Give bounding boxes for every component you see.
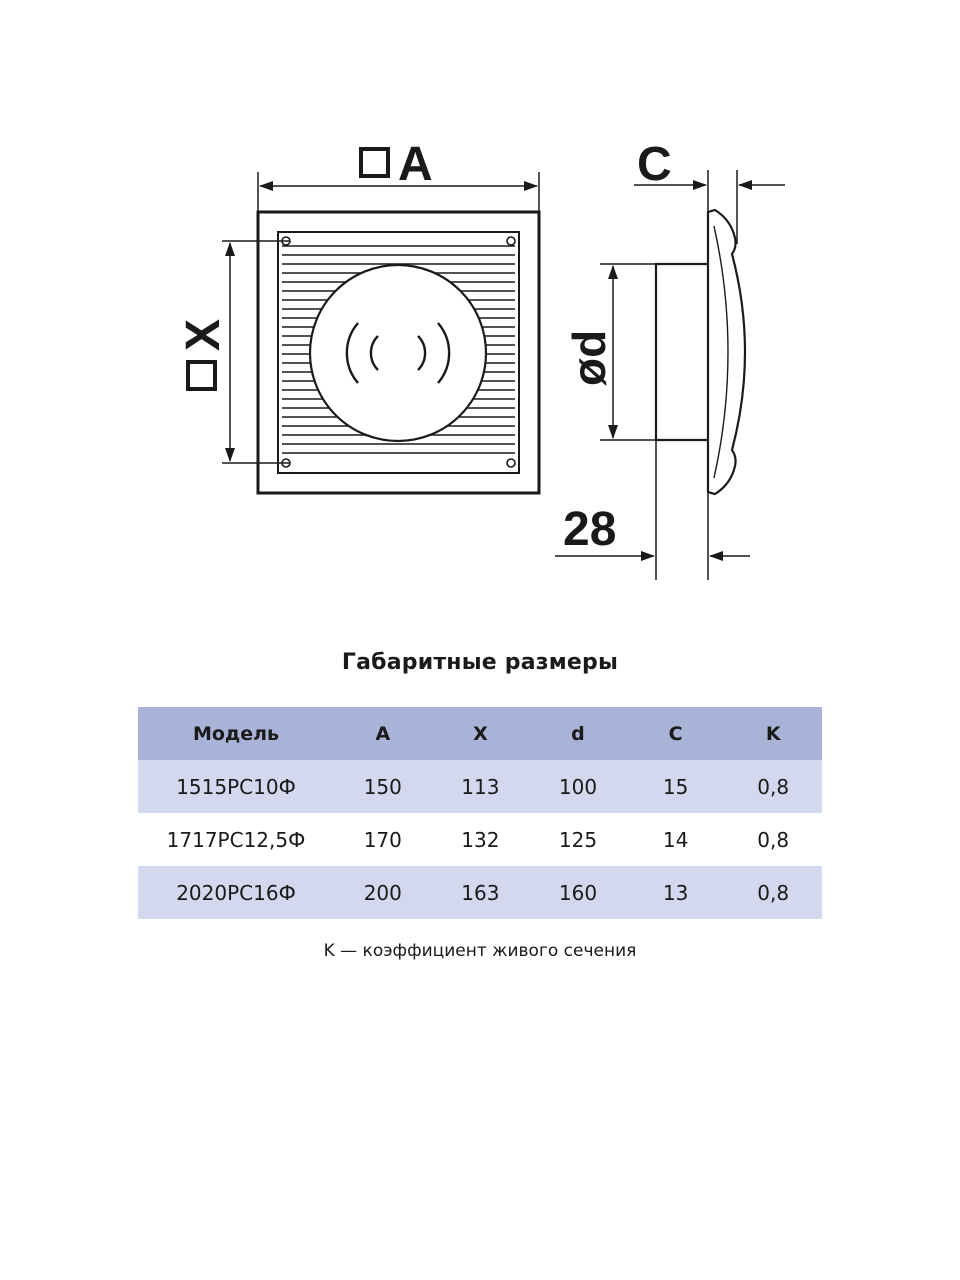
label-a: A xyxy=(398,138,433,191)
cell-x: 163 xyxy=(432,866,530,919)
table-header-row xyxy=(138,707,822,760)
grille-profile xyxy=(708,210,745,494)
cell-a: 200 xyxy=(334,866,432,919)
cell-k: 0,8 xyxy=(724,760,822,813)
cell-c: 13 xyxy=(627,866,725,919)
cell-d: 100 xyxy=(529,760,627,813)
square-symbol-x xyxy=(188,362,215,389)
technical-drawing xyxy=(0,0,960,620)
front-view xyxy=(258,212,539,493)
cell-d: 160 xyxy=(529,866,627,919)
label-depth: 28 xyxy=(563,503,617,556)
header-c: C xyxy=(627,707,725,760)
header-d: d xyxy=(529,707,627,760)
cell-c: 15 xyxy=(627,760,725,813)
table-row xyxy=(138,866,822,919)
header-x: X xyxy=(432,707,530,760)
table-row xyxy=(138,813,822,866)
cell-k: 0,8 xyxy=(724,866,822,919)
table-row xyxy=(138,760,822,813)
header-model: Модель xyxy=(138,707,334,760)
label-c: C xyxy=(637,138,672,191)
label-x: X xyxy=(177,318,230,351)
cell-x: 132 xyxy=(461,827,500,852)
cell-model: 1717РС12,5Ф xyxy=(166,827,306,852)
cell-k: 0,8 xyxy=(757,827,790,852)
side-view xyxy=(656,210,745,494)
label-d: ød xyxy=(563,329,615,386)
square-symbol-a xyxy=(361,149,388,176)
duct-spigot xyxy=(656,264,710,440)
dimensions-table xyxy=(138,707,822,919)
cell-d: 125 xyxy=(558,827,598,852)
cell-model: 2020РС16Ф xyxy=(138,866,334,919)
cell-a: 170 xyxy=(363,827,402,852)
cell-model: 1515РС10Ф xyxy=(138,760,334,813)
cell-x: 113 xyxy=(432,760,530,813)
fan-circle xyxy=(310,265,486,441)
dimension-x xyxy=(222,241,290,463)
cell-a: 150 xyxy=(334,760,432,813)
table-title: Габаритные размеры xyxy=(341,650,619,675)
header-k: K xyxy=(724,707,822,760)
cell-c: 14 xyxy=(662,827,689,852)
coefficient-note: K — коэффициент живого сечения xyxy=(323,941,637,961)
header-a: A xyxy=(334,707,432,760)
